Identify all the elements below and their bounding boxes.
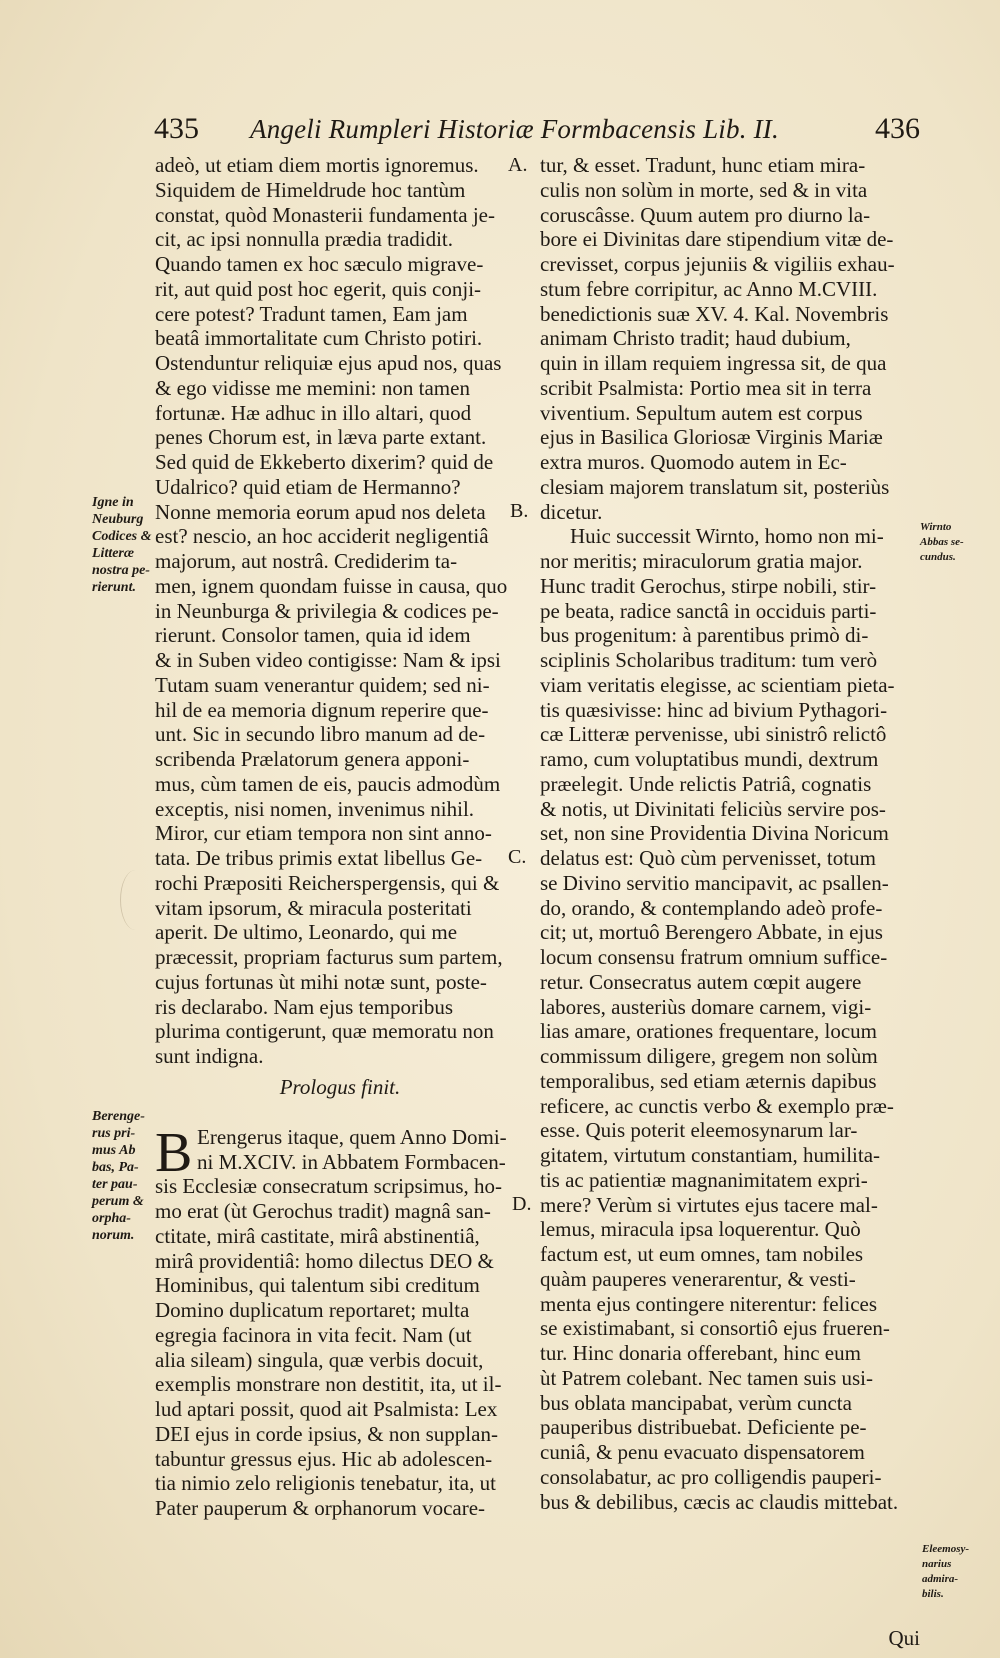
text-line: mirâ providentiâ: homo dilectus DEO & bbox=[155, 1248, 494, 1273]
text-line: exemplis monstrare non destitit, ita, ut il- bbox=[155, 1372, 502, 1397]
text-line: exceptis, nisi nomen, invenimus nihil. bbox=[155, 796, 475, 821]
text-line: ris declarabo. Nam ejus temporibus bbox=[155, 994, 453, 1019]
text-line: præelegit. Unde relictis Patriâ, cognatis bbox=[540, 771, 872, 796]
text-line: clesiam majorem translatum sit, posteriùs bbox=[540, 474, 890, 499]
text-line: vitam ipsorum, & miracula posteritati bbox=[155, 895, 472, 920]
catchword: Qui bbox=[888, 1626, 920, 1650]
column-marker-d: D. bbox=[512, 1193, 532, 1215]
text-line: cuniâ, & penu evacuato dispensatorem bbox=[540, 1440, 865, 1464]
text-line: ctitate, mirâ castitate, mirâ abstinentiâ, bbox=[155, 1223, 480, 1248]
text-line: unt. Sic in secundo libro manum ad de- bbox=[155, 722, 486, 747]
text-line: mus, cùm tamen de eis, paucis admodùm bbox=[155, 771, 501, 796]
text-line: Ostenduntur reliquiæ ejus apud nos, quas bbox=[155, 351, 502, 375]
text-line: Tutam suam venerantur quidem; sed ni- bbox=[155, 672, 490, 697]
text-line: bus oblata mancipabat, verùm cuncta bbox=[540, 1390, 852, 1415]
text-line: do, orando, & contemplando adeò profe- bbox=[540, 895, 883, 920]
right-column-top-text bbox=[540, 153, 920, 524]
text-line: Udalrico? quid etiam de Hermanno? bbox=[155, 474, 461, 499]
text-line: ejus in Basilica Gloriosæ Virginis Mariæ bbox=[540, 425, 883, 450]
text-line: & notis, ut Divinitati feliciùs servire pos- bbox=[540, 796, 886, 821]
text-line: scribit Psalmista: Portio mea sit in terra bbox=[540, 375, 872, 400]
text-line: pauperibus distribuebat. Deficiente pe- bbox=[540, 1415, 867, 1440]
text-line: adeò, ut etiam diem mortis ignoremus. bbox=[155, 153, 479, 177]
text-line: scribenda Prælatorum genera apponi- bbox=[155, 747, 470, 771]
left-column-indented-lines bbox=[155, 1121, 525, 1184]
text-line: men, ignem quondam fuisse in causa, quo bbox=[155, 573, 508, 598]
right-column-bottom-text bbox=[540, 524, 920, 1514]
text-line: coruscâsse. Quum autem pro diurno la- bbox=[540, 202, 871, 227]
text-line: dicetur. bbox=[540, 499, 603, 524]
text-line: se Divino servitio mancipavit, ac psallen- bbox=[540, 870, 889, 895]
text-line: ùt Patrem colebant. Nec tamen suis usi- bbox=[540, 1365, 873, 1390]
text-line: Quando tamen ex hoc sæculo migrave- bbox=[155, 252, 484, 276]
text-line: tis ac patientiæ magnanimitatem expri- bbox=[540, 1167, 868, 1192]
text-line: constat, quòd Monasterii fundamenta je- bbox=[155, 202, 495, 227]
text-line: alia sileam) singula, quæ verbis docuit, bbox=[155, 1347, 484, 1372]
text-line: stum febre corripitur, ac Anno M.CVIII. bbox=[540, 276, 878, 301]
text-line: quàm pauperes venerarentur, & vesti- bbox=[540, 1266, 856, 1291]
text-line: esse. Quis poterit eleemosynarum lar- bbox=[540, 1118, 858, 1143]
text-line: Pater pauperum & orphanorum vocare- bbox=[155, 1496, 486, 1520]
text-line: bore ei Divinitas dare stipendium vitæ de- bbox=[540, 227, 894, 252]
left-column-bottom-text bbox=[155, 1174, 525, 1521]
left-column-top-text bbox=[155, 153, 528, 1069]
text-line: Nonne memoria eorum apud nos deleta bbox=[155, 499, 486, 524]
text-line: cere potest? Tradunt tamen, Eam jam bbox=[155, 301, 468, 326]
text-line: bus progenitum: à parentibus primò di- bbox=[540, 623, 869, 648]
margin-note-eleemosynarius: Eleemosy- narius admira- bilis. bbox=[922, 1543, 970, 1600]
text-line: reficere, ac cunctis verbo & exemplo præ- bbox=[540, 1093, 894, 1118]
text-line: retur. Consecratus autem cœpit augere bbox=[540, 969, 862, 994]
text-line: rochi Præpositi Reicherspergensis, qui & bbox=[155, 870, 500, 895]
text-line: aperit. De ultimo, Leonardo, qui me bbox=[155, 920, 458, 945]
text-line: viventium. Sepultum autem est corpus bbox=[540, 400, 863, 425]
text-line: gitatem, virtutum constantiam, humilita- bbox=[540, 1143, 881, 1167]
text-line: temporalibus, sed etiam æternis dapibus bbox=[540, 1068, 877, 1093]
text-line: lemus, miracula ipsa loquerentur. Quò bbox=[540, 1217, 861, 1242]
text-line: quin in illam requiem ingressa sit, de qua bbox=[540, 351, 887, 375]
text-line: in Neunburga & privilegia & codices pe- bbox=[155, 598, 499, 623]
text-line: nor meritis; miraculorum gratia major. bbox=[540, 549, 863, 573]
text-line: Erengerus itaque, quem Anno Domi- bbox=[197, 1124, 507, 1149]
column-marker-a: A. bbox=[508, 154, 528, 176]
text-line: mere? Verùm si virtutes ejus tacere mal- bbox=[540, 1192, 878, 1217]
text-line: benedictionis suæ XV. 4. Kal. Novembris bbox=[540, 301, 889, 326]
text-line: est? nescio, an hoc acciderit negligentiâ bbox=[155, 524, 489, 549]
page-number-left: 435 bbox=[154, 112, 199, 145]
text-line: menta ejus contingere niterentur: felices bbox=[540, 1291, 878, 1316]
text-line: se existimabant, si consortiô ejus frueren- bbox=[540, 1316, 890, 1341]
text-line: factum est, ut eum omnes, tam nobiles bbox=[540, 1242, 864, 1266]
running-title: Angeli Rumpleri Historiæ Formbacensis Lib. II. bbox=[250, 114, 779, 144]
text-line: rierunt. Consolor tamen, quia id idem bbox=[155, 623, 471, 648]
text-line: & ego vidisse me memini: non tamen bbox=[155, 375, 470, 400]
text-line: fortunæ. Hæ adhuc in illo altari, quod bbox=[155, 400, 472, 425]
text-line: egregia facinora in vita fecit. Nam (ut bbox=[155, 1322, 472, 1347]
text-line: Sed quid de Ekkeberto dixerim? quid de bbox=[155, 450, 494, 474]
text-line: ramo, cum voluptatibus mundi, dextrum bbox=[540, 747, 879, 771]
text-line: commissum diligere, gregem non solùm bbox=[540, 1044, 878, 1068]
text-line: DEI ejus in corde ipsius, & non supplan- bbox=[155, 1421, 498, 1446]
text-line: Miror, cur etiam tempora non sint anno- bbox=[155, 821, 492, 846]
text-line: viam veritatis elegisse, ac scientiam pieta- bbox=[540, 672, 895, 697]
text-line: penes Chorum est, in læva parte extant. bbox=[155, 425, 487, 450]
text-line: & in Suben video contigisse: Nam & ipsi bbox=[155, 648, 501, 672]
text-line: cit; ut, mortuô Berengero Abbate, in ejus bbox=[540, 920, 883, 945]
berengerus-paragraph bbox=[155, 1121, 525, 1521]
text-line: tur. Hinc donaria offerebant, hinc eum bbox=[540, 1341, 861, 1365]
text-line: præcessit, propriam facturus sum partem, bbox=[155, 945, 503, 969]
text-line: Huic successit Wirnto, homo non mi- bbox=[570, 524, 884, 549]
text-line: rit, aut quid post hoc egerit, quis conji- bbox=[155, 276, 482, 301]
text-line: locum consensu fratrum omnium suffice- bbox=[540, 945, 888, 969]
text-line: pe beata, radice sanctâ in occiduis parti- bbox=[540, 598, 877, 623]
text-line: sciplinis Scholaribus traditum: tum verò bbox=[540, 648, 878, 672]
text-line: tis quæsivisse: hinc ad bivium Pythagori- bbox=[540, 697, 888, 722]
text-line: majorum, aut nostrâ. Crediderim ta- bbox=[155, 549, 458, 573]
column-marker-c: C. bbox=[508, 846, 527, 868]
text-line: Hunc tradit Gerochus, stirpe nobili, stir- bbox=[540, 573, 877, 598]
text-line: mo erat (ùt Gerochus tradit) magnâ san- bbox=[155, 1199, 491, 1223]
text-line: sunt indigna. bbox=[155, 1044, 264, 1068]
text-line: set, non sine Providentia Divina Noricum bbox=[540, 821, 889, 846]
right-column bbox=[540, 153, 920, 1514]
text-line: cæ Litteræ pervenisse, ubi sinistrô relictô bbox=[540, 722, 887, 747]
text-line: culis non solùm in morte, sed & in vita bbox=[540, 177, 868, 202]
margin-note-berengerus: Berenge- rus pri- mus Ab bas, Pa- ter pau- perum & orpha- norum. bbox=[92, 1109, 145, 1243]
text-line: tia nimio zelo religionis tenebatur, ita, ut bbox=[155, 1471, 496, 1496]
text-line: plurima contigerunt, quæ memoratu non bbox=[155, 1019, 494, 1044]
running-header bbox=[150, 112, 920, 152]
text-line: sis Ecclesiæ consecratum scripsimus, ho- bbox=[155, 1174, 503, 1199]
text-line: animam Christo tradit; haud dubium, bbox=[540, 326, 851, 351]
text-line: cit, ac ipsi nonnulla prædia tradidit. bbox=[155, 227, 454, 252]
text-line: Siquidem de Himeldrude hoc tantùm bbox=[155, 177, 466, 202]
text-line: crevisset, corpus jejuniis & vigiliis exhau- bbox=[540, 252, 895, 276]
text-line: lias amare, orationes frequentare, locum bbox=[540, 1019, 878, 1044]
margin-note-wirnto: Wirnto Abbas se- cundus. bbox=[920, 521, 964, 563]
text-line: tur, & esset. Tradunt, hunc etiam mira- bbox=[540, 153, 866, 177]
text-line: cujus fortunas ùt mihi notæ sunt, poste- bbox=[155, 969, 487, 994]
text-line: ni M.XCIV. in Abbatem Formbacen- bbox=[197, 1149, 506, 1174]
text-line: bus & debilibus, cæcis ac claudis mittebat. bbox=[540, 1489, 899, 1514]
margin-note-fire: Igne in Neuburg Codices & Litteræ nostra pe- rierunt. bbox=[92, 495, 152, 595]
paper-crease bbox=[120, 870, 151, 930]
left-column bbox=[155, 153, 528, 1521]
text-line: consolabatur, ac pro colligendis pauperi- bbox=[540, 1464, 882, 1489]
column-marker-b: B. bbox=[510, 500, 529, 522]
text-line: tata. De tribus primis extat libellus Ge- bbox=[155, 846, 483, 870]
text-line: Hominibus, qui talentum sibi creditum bbox=[155, 1273, 480, 1298]
prologue-end: Prologus finit. bbox=[279, 1074, 401, 1099]
text-line: lud aptari possit, quod ait Psalmista: Lex bbox=[155, 1397, 498, 1421]
text-line: tabuntur gressus ejus. Hic ab adolescen- bbox=[155, 1446, 493, 1471]
drop-cap: B bbox=[155, 1121, 193, 1184]
text-line: hil de ea memoria dignum reperire que- bbox=[155, 697, 489, 722]
text-line: beatâ immortalitate cum Christo potiri. bbox=[155, 326, 483, 351]
text-line: extra muros. Quomodo autem in Ec- bbox=[540, 450, 847, 474]
text-line: labores, austeriùs domare carnem, vigi- bbox=[540, 994, 872, 1019]
page-number-right: 436 bbox=[875, 112, 920, 145]
text-line: Domino duplicatum reportaret; multa bbox=[155, 1298, 470, 1322]
text-line: delatus est: Quò cùm pervenisset, totum bbox=[540, 846, 876, 870]
